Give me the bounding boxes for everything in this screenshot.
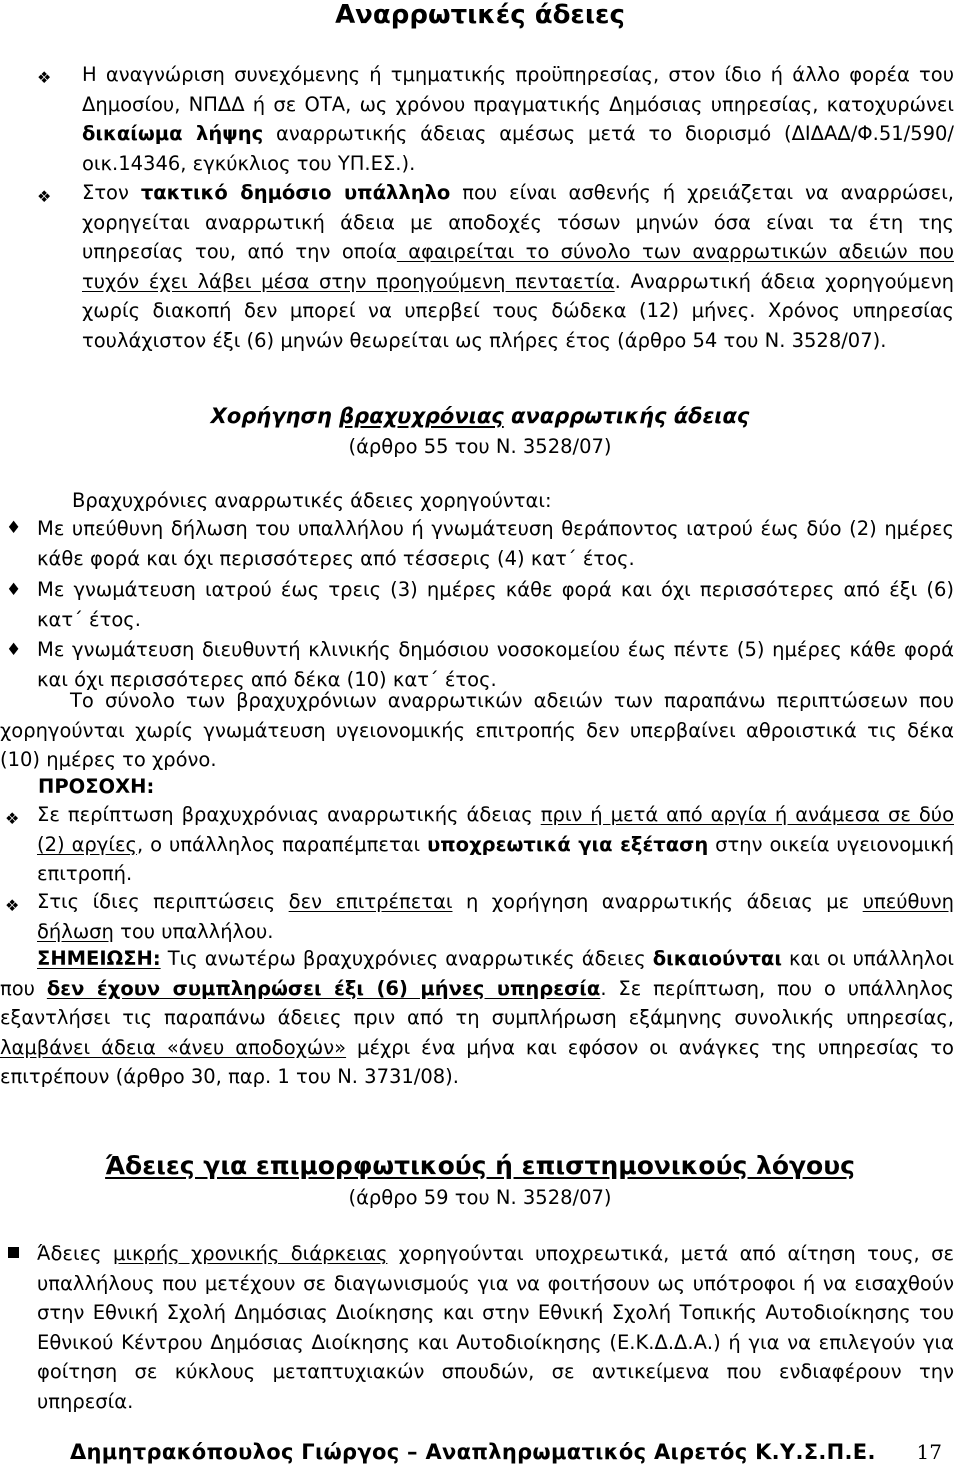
paragraph-recognition: Η αναγνώριση συνεχόμενης ή τμηματικής προϋπηρεσίας, στον ίδιο ή άλλο φορέα του Δημοσίου, ΝΠΔΔ ή σε ΟΤΑ, ως χρόνου πραγματικής Δημόσιας υπηρεσίας, κατοχυρώνει δικαίωμα λήψης αναρρωτικής άδειας αμέσως μετά το διορισμό (ΔΙΔΑΔ/Φ.51/590/οικ.14346, εγκύκλιος του ΥΠ.ΕΣ.).	[82, 63, 954, 175]
diamond-bullet-icon: ❖	[37, 68, 52, 87]
square-bullet-icon	[8, 1247, 19, 1258]
subheading-short-sick-leave: Χορήγηση βραχυχρόνιας αναρρωτικής άδειας	[210, 404, 750, 428]
footer-author: Δημητρακόπουλος Γιώργος – Αναπληρωματικός Αιρετός Κ.Υ.Σ.Π.Ε.	[70, 1440, 876, 1464]
list-item: Με υπεύθυνη δήλωση του υπαλλήλου ή γνωμάτευση θεράποντος ιατρού έως δύο (2) ημέρες κάθε φορά και όχι περισσότερες από τέσσερις (4) κατ΄ έτος.	[37, 517, 954, 570]
attention-label: ΠΡΟΣΟΧΗ:	[38, 775, 155, 798]
note-paragraph: ΣΗΜΕΙΩΣΗ: Τις ανωτέρω βραχυχρόνιες αναρρωτικές άδειες δικαιούνται και οι υπάλληλοι που δεν έχουν συμπληρώσει έξι (6) μήνες υπηρεσία. Σε περίπτωση, που ο υπάλληλος εξαντλήσει τις παραπάνω άδειες πριν από τη συμπλήρωση εξάμηνης συνολικής υπηρεσίας, λαμβάνει άδεια «άνευ αποδοχών» μέχρι ένα μήνα και εφόσον οι ανάγκες της υπηρεσίας το επιτρέπουν (άρθρο 30, παρ. 1 του Ν. 3731/08).	[0, 947, 954, 1088]
spade-bullet-icon: ♦	[6, 640, 22, 660]
section-law-reference: (άρθρο 59 του Ν. 3528/07)	[348, 1186, 612, 1209]
intro-text: Βραχυχρόνιες αναρρωτικές άδειες χορηγούνται:	[72, 489, 552, 512]
page-title: Αναρρωτικές άδειες	[335, 0, 625, 30]
attention-item-holiday: Σε περίπτωση βραχυχρόνιας αναρρωτικής άδειας πριν ή μετά από αργία ή ανάμεσα σε δύο (2) αργίες, ο υπάλληλος παραπέμπεται υποχρεωτικά για εξέταση στην οικεία υγειονομική επιτροπή.	[37, 803, 955, 885]
paragraph-training-leave: Άδειες μικρής χρονικής διάρκειας χορηγούνται υποχρεωτικά, μετά από αίτηση τους, σε υπαλλήλους που μετέχουν σε διαγωνισμούς για να φοιτήσουν ως υπότροφοι ή να εισαχθούν στην Εθνική Σχολή Δημόσιας Διοίκησης και στην Εθνική Σχολή Τοπικής Αυτοδιοίκησης του Εθνικού Κέντρου Δημόσιας Διοίκησης και Αυτοδιοίκησης (Ε.Κ.Δ.Δ.Α.) ή για να επιλεγούν για φοίτηση σε κύκλους μεταπτυχιακών σπουδών, σε αντικείμενα που ενδιαφέρουν την υπηρεσία.	[37, 1242, 954, 1413]
spade-bullet-icon: ♦	[6, 518, 22, 538]
diamond-bullet-icon: ❖	[5, 809, 20, 828]
paragraph-total-limit: Το σύνολο των βραχυχρόνιων αναρρωτικών αδειών των παραπάνω περιπτώσεων που χορηγούνται χωρίς γνωμάτευση υγειονομικής επιτροπής δεν υπερβαίνει αθροιστικά τις δέκα (10) ημέρες το χρόνο.	[0, 689, 954, 771]
list-item: Με γνωμάτευση ιατρού έως τρεις (3) ημέρες κάθε φορά και όχι περισσότερες από έξι (6) κατ΄ έτος.	[37, 578, 954, 631]
section-title-training-leave: Άδειες για επιμορφωτικούς ή επιστημονικούς λόγους	[105, 1151, 855, 1180]
subheading-law-reference: (άρθρο 55 του Ν. 3528/07)	[348, 435, 612, 458]
spade-bullet-icon: ♦	[6, 580, 22, 600]
page-number: 17	[916, 1440, 942, 1464]
attention-item-declaration: Στις ίδιες περιπτώσεις δεν επιτρέπεται η χορήγηση αναρρωτικής άδειας με υπεύθυνη δήλωση του υπαλλήλου.	[37, 890, 954, 943]
list-item: Με γνωμάτευση διευθυντή κλινικής δημόσιου νοσοκομείου έως πέντε (5) ημέρες κάθε φορά και όχι περισσότερες από δέκα (10) κατ΄ έτος.	[37, 638, 954, 691]
diamond-bullet-icon: ❖	[5, 896, 20, 915]
diamond-bullet-icon: ❖	[37, 187, 52, 206]
paragraph-regular-employee: Στον τακτικό δημόσιο υπάλληλο που είναι ασθενής ή χρειάζεται να αναρρώσει, χορηγείται αναρρωτική άδεια με αποδοχές τόσων μηνών όσα είναι τα έτη της υπηρεσίας του, από την οποία αφαιρείται το σύνολο των αναρρωτικών αδειών που τυχόν έχει λάβει μέσα στην προηγούμενη πενταετία. Αναρρωτική άδεια χορηγούμενη χωρίς διακοπή δεν μπορεί να υπερβεί τους δώδεκα (12) μήνες. Χρόνος υπηρεσίας τουλάχιστον έξι (6) μηνών θεωρείται ως πλήρες έτος (άρθρο 54 του Ν. 3528/07).	[82, 181, 955, 352]
